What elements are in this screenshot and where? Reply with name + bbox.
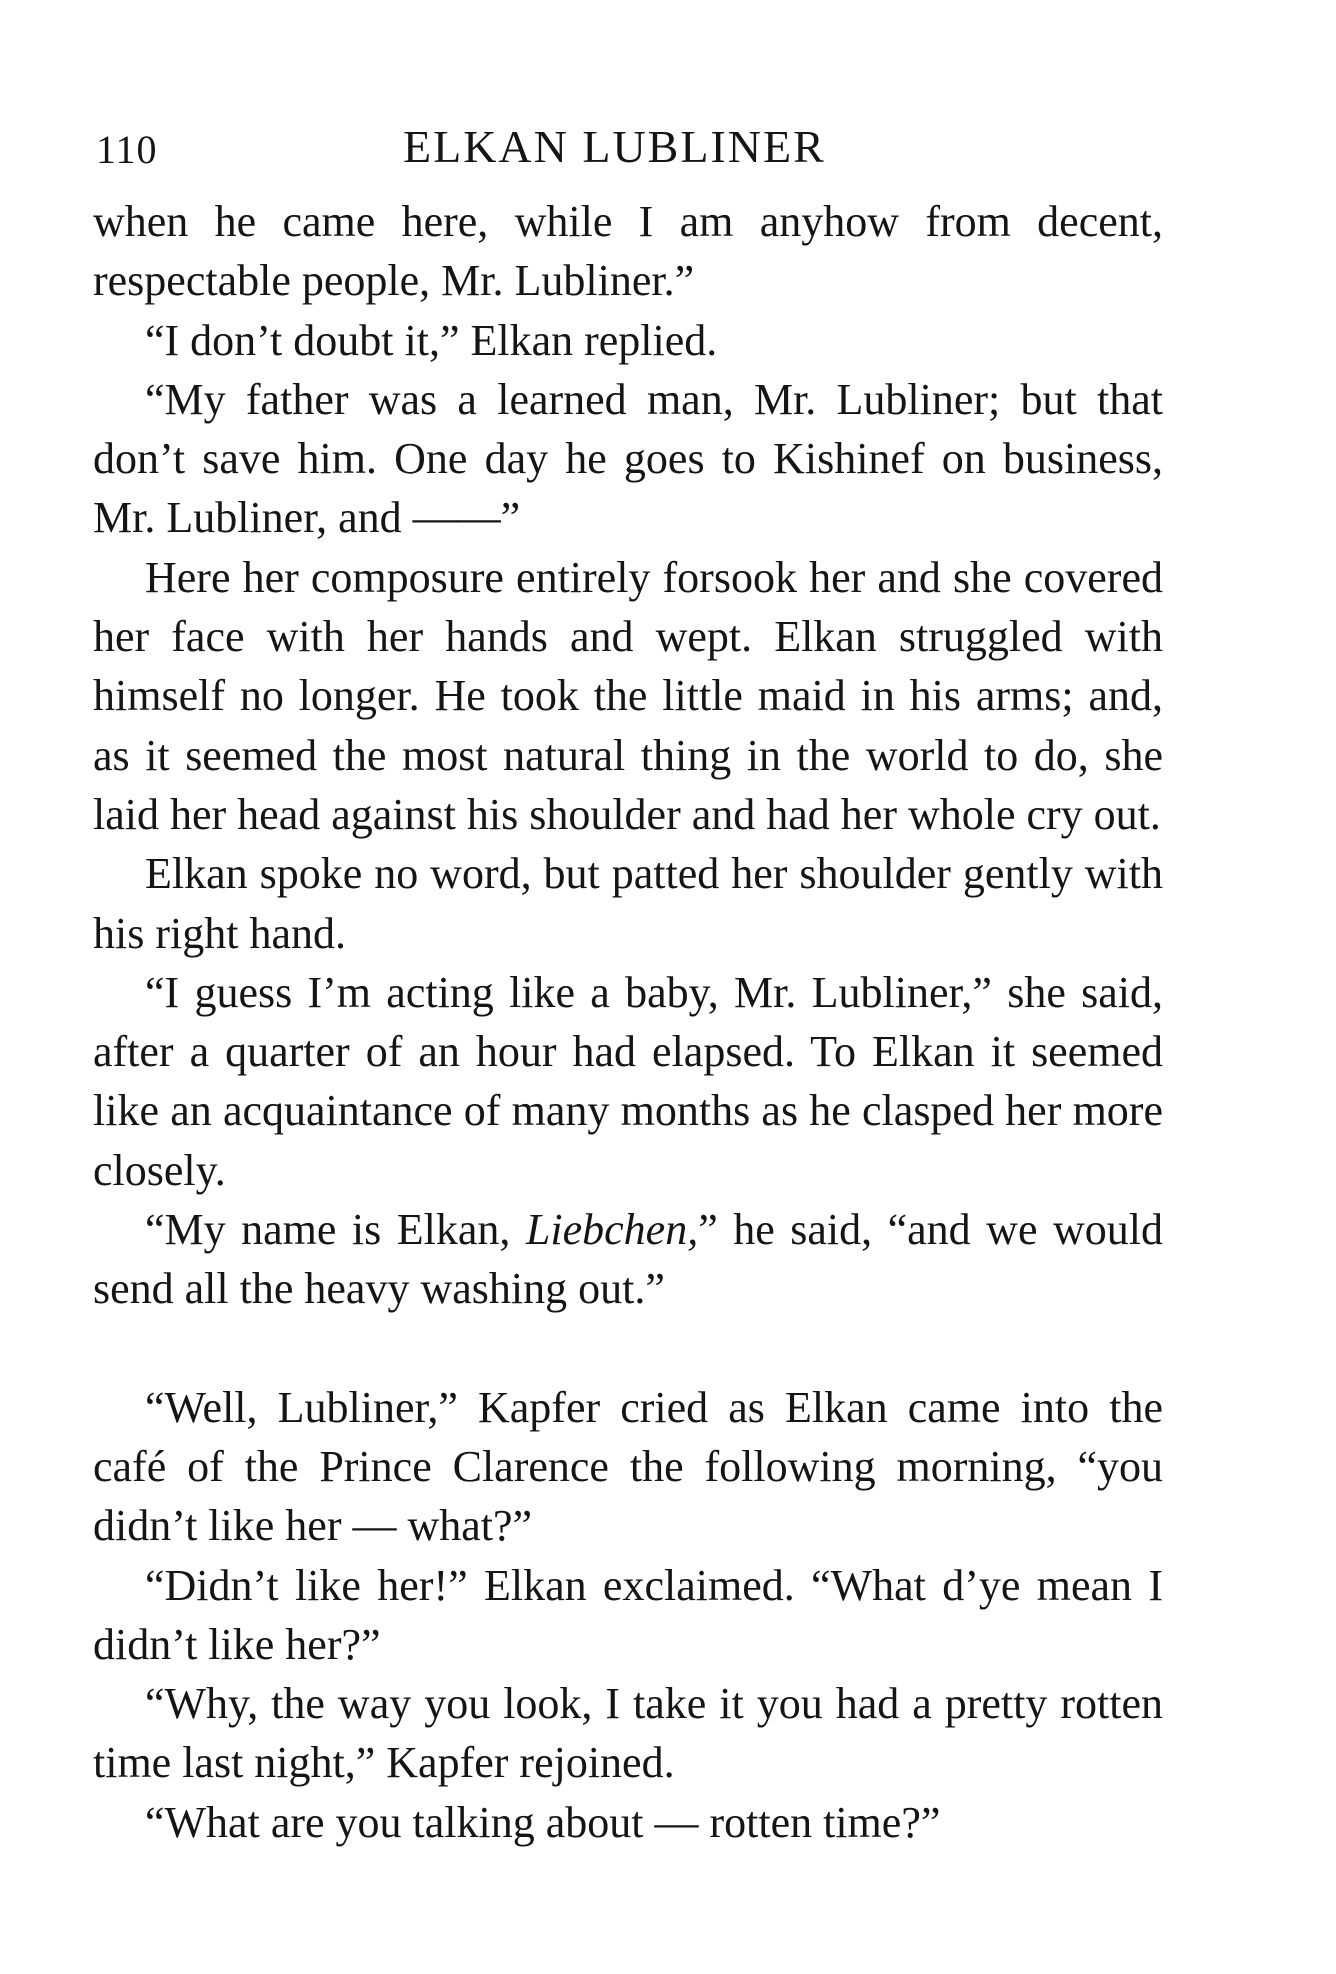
- paragraph: “I guess I’m acting like a baby, Mr. Lubliner,” she said, after a quarter of an hour had elapsed. To Elkan it seemed like an acquaintance of many months as he clasped her more closely.: [93, 967, 1163, 1195]
- paragraph: “Didn’t like her!” Elkan exclaimed. “What d’ye mean I didn’t like her?”: [93, 1560, 1163, 1669]
- paragraph: Elkan spoke no word, but patted her shoulder gently with his right hand.: [93, 849, 1163, 958]
- paragraph: “My father was a learned man, Mr. Lubliner; but that don’t save him. One day he goes to Kishinef on business, Mr. Lubliner, and ——”: [93, 374, 1163, 543]
- paragraph: “Well, Lubliner,” Kapfer cried as Elkan came into the café of the Prince Clarence the following morning, “you didn’t like her — what?”: [93, 1382, 1163, 1551]
- italic-word: Liebchen,: [525, 1205, 699, 1255]
- paragraph-with-italic: [93, 1200, 1163, 1319]
- page-header: [96, 120, 1164, 180]
- body-text: [93, 192, 1163, 1852]
- paragraph-text-after-italic: ” he said, “and we would send all the heavy washing out.”: [93, 1205, 1163, 1314]
- paragraph-text-before-italic: “My name is Elkan,: [145, 1205, 526, 1255]
- paragraph: “Why, the way you look, I take it you had a pretty rotten time last night,” Kapfer rejoined.: [93, 1679, 1163, 1788]
- paragraph: Here her composure entirely forsook her and she covered her face with her hands and wept. Elkan struggled with himself no longer. He took the little maid in his arms; and, as it seemed the most natural thing in the world to do, she laid her head against his shoulder and had her whole cry out.: [93, 552, 1163, 839]
- section-break: [93, 1319, 1163, 1378]
- running-head-title: ELKAN LUBLINER: [403, 121, 826, 172]
- page-number: 110: [96, 127, 158, 172]
- paragraph: “I don’t doubt it,” Elkan replied.: [145, 315, 718, 365]
- paragraph: “What are you talking about — rotten time?”: [145, 1797, 941, 1847]
- paragraph-continuation: when he came here, while I am anyhow from decent, respectable people, Mr. Lubliner.”: [93, 197, 1163, 306]
